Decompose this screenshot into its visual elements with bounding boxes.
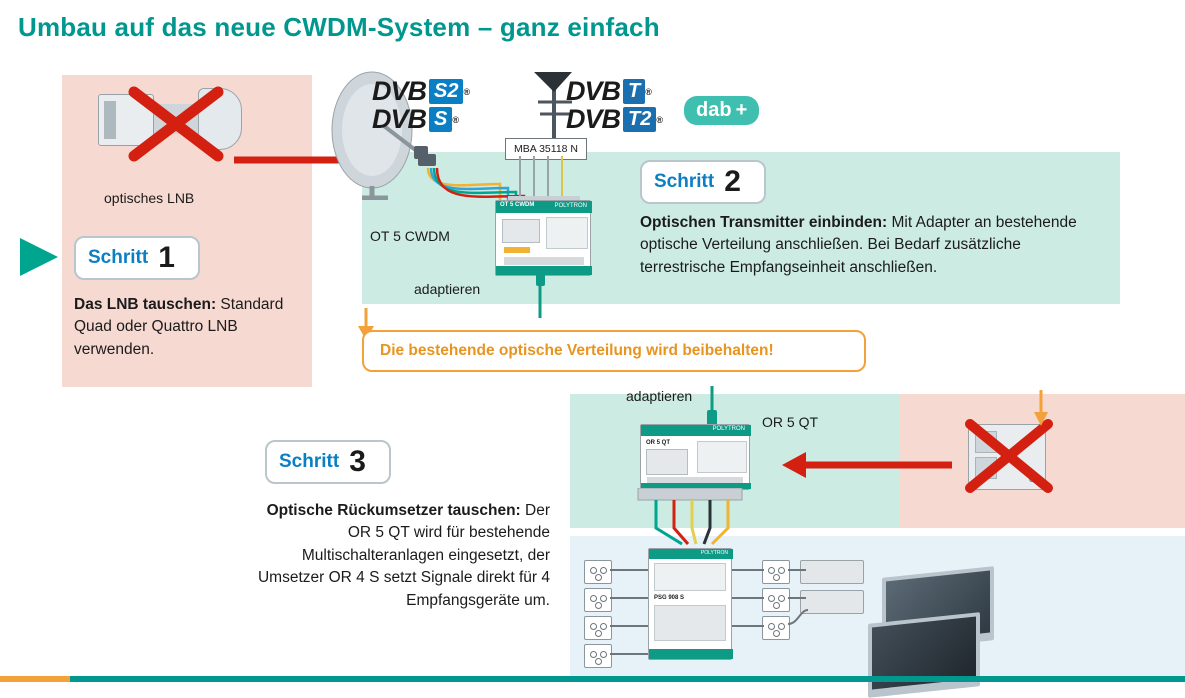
arrow-down-or4s-icon <box>1030 388 1052 428</box>
step2-number: 2 <box>724 165 741 198</box>
page-title: Umbau auf das neue CWDM-System – ganz einfach <box>18 12 660 42</box>
arrow-or4s-to-or5qt-icon <box>782 448 954 482</box>
device-or5-brand-print: POLYTRON <box>712 426 745 432</box>
device-multiswitch-brand-print: POLYTRON <box>700 550 728 556</box>
device-or5-qt <box>640 424 750 490</box>
logo-dvb-t-tag: T <box>623 79 645 104</box>
device-multiswitch-model-print: PSG 908 S <box>654 595 685 601</box>
device-or5-top-print: OR 5 QT <box>646 440 671 446</box>
step1-number: 1 <box>158 241 175 274</box>
step3-word: Schritt <box>279 451 340 472</box>
optical-lnb-connector <box>104 101 116 139</box>
pointer-triangle-icon <box>18 236 60 278</box>
logo-dvb-s-reg: ® <box>452 114 459 125</box>
device-multiswitch <box>648 548 732 660</box>
ot5-cwdm-label: OT 5 CWDM <box>370 228 450 244</box>
logo-dvb-s-tag: S <box>429 107 452 132</box>
logo-dvb-t2-tag: T2 <box>623 107 656 132</box>
step1-word: Schritt <box>88 247 149 268</box>
step2-heading: Optischen Transmitter einbinden: <box>640 214 888 231</box>
step2-badge <box>640 160 766 204</box>
logo-dab-text: dab <box>696 99 732 121</box>
cross-out-icon-or4s <box>962 416 1056 498</box>
footer-bar-teal <box>0 676 1185 682</box>
callout-banner: Die bestehende optische Verteilung wird beibehalten! <box>362 330 866 372</box>
step3-number: 3 <box>349 445 366 478</box>
step3-body: Der OR 5 QT wird für bestehende Multischalteranlagen eingesetzt, der Umsetzer OR 4 S setzt Signale direkt für 4 Empfangsgeräte um. <box>257 502 550 609</box>
step1-badge <box>74 236 200 280</box>
logo-dab-plus <box>684 96 759 125</box>
tv-2 <box>868 612 980 698</box>
step3-heading: Optische Rückumsetzer tauschen: <box>266 502 521 519</box>
cabling-or5-to-multiswitch-icon <box>630 488 760 552</box>
logo-dvb-t2-prefix: DVB <box>566 104 621 134</box>
device-ot5-cwdm <box>495 200 591 276</box>
mba-label-box: MBA 35118 N <box>505 138 587 160</box>
step1-heading: Das LNB tauschen: <box>74 296 217 313</box>
cabling-right-outlets-icon <box>730 556 766 652</box>
logo-dvb-t-reg: ® <box>645 86 652 97</box>
logo-dvb-t2 <box>566 104 663 135</box>
logo-dvb-t <box>566 76 652 107</box>
step1-text <box>74 294 296 361</box>
step2-text <box>640 212 1110 279</box>
logo-dvb-s2 <box>372 76 470 107</box>
or5-qt-label: OR 5 QT <box>762 414 819 430</box>
logo-dvb-s <box>372 104 459 135</box>
logo-dab-plus-sign: + <box>735 99 748 121</box>
device-ot5-brand-print: POLYTRON <box>554 203 587 209</box>
logo-dvb-s2-prefix: DVB <box>372 76 427 106</box>
logo-dvb-t-prefix: DVB <box>566 76 621 106</box>
step3-text <box>250 500 550 612</box>
cabling-receivers-icon <box>786 566 810 628</box>
adaptieren-label-top: adaptieren <box>414 281 481 297</box>
logo-dvb-s2-reg: ® <box>463 86 471 97</box>
step1-body: Standard Quad oder Quattro LNB verwenden. <box>74 296 284 358</box>
cabling-left-outlets-icon <box>608 556 652 672</box>
adaptieren-label-bottom: adaptieren <box>626 388 693 404</box>
step2-body: Mit Adapter an bestehende optische Verteilung anschließen. Bei Bedarf zusätzliche terrestrische Empfangseinheit anschließen. <box>640 214 1077 276</box>
cross-out-icon-lnb <box>126 84 226 166</box>
step2-word: Schritt <box>654 171 715 192</box>
device-ot5-top-print: OT 5 CWDM <box>500 202 535 208</box>
logo-dvb-s2-tag: S2 <box>429 79 463 104</box>
optical-lnb-caption: optisches LNB <box>104 190 195 206</box>
logo-dvb-s-prefix: DVB <box>372 104 427 134</box>
footer-bar-orange <box>0 676 70 682</box>
logo-dvb-t2-reg: ® <box>656 114 663 125</box>
fiber-ot5-down-icon <box>528 272 554 320</box>
step3-badge <box>265 440 391 484</box>
